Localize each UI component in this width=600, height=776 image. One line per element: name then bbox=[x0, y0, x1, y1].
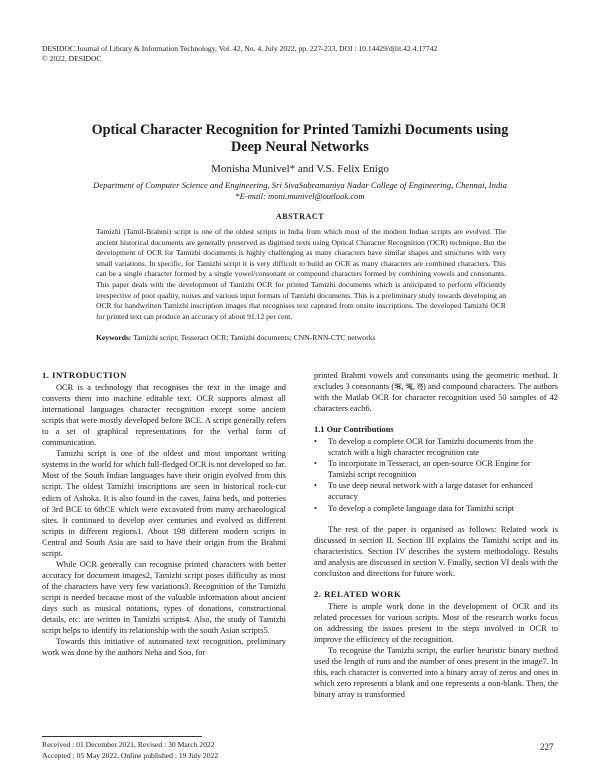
paper-title bbox=[0, 122, 600, 156]
footer-rule bbox=[42, 736, 202, 737]
title-line-1: Optical Character Recognition for Printed Tamizhi Documents using bbox=[91, 122, 509, 138]
list-item-text: To incorporate in Tesseract, an open-source OCR Engine for Tamizhi script recognition bbox=[328, 459, 531, 480]
keywords-label: Keywords: bbox=[96, 333, 132, 342]
paragraph: OCR is a technology that recognises the text in the image and converts them into machine editable text. OCR supports almost all international languages character recognition except some ancient scripts that were mostly developed before BCE. A script generally refers to a set of graphical representations for the verbal form of communication. bbox=[42, 383, 286, 448]
list-item: • To incorporate in Tesseract, an open-source OCR Engine for Tamizhi script recognition bbox=[314, 459, 531, 480]
affiliation: Department of Computer Science and Engineering, Sri SivaSubramaniya Nadar College of Engineering, Chennai, India bbox=[93, 180, 507, 190]
received-line: Received : 01 December 2021, Revised : 30 March 2022 bbox=[42, 740, 215, 749]
list-item: • To develop a complete OCR for Tamizhi documents from the scratch with a high character recognition rate bbox=[314, 437, 534, 458]
section-heading-introduction: 1. INTRODUCTION bbox=[42, 370, 127, 380]
keywords-list: Tamizhi script; Tesseract OCR; Tamizhi documents; CNN-RNN-CTC networks bbox=[133, 333, 376, 342]
journal-header bbox=[42, 44, 437, 64]
accepted-line: Accepted : 05 May 2022, Online published : 19 July 2022 bbox=[42, 750, 219, 760]
list-item: • To use deep neural network with a large dataset for enhanced accuracy bbox=[314, 481, 533, 502]
list-item-text: To use deep neural network with a large dataset for enhanced accuracy bbox=[328, 481, 533, 502]
abstract-heading: ABSTRACT bbox=[275, 212, 325, 221]
received-dates bbox=[42, 740, 218, 761]
title-line-2: Deep Neural Networks bbox=[231, 139, 369, 155]
paragraph: While OCR generally can recognise printed characters with better accuracy for document images2, Tamizhi script poses difficulty as most of the characters have very few variations3. Recognition of the Tamizhi script is needed because most of the valuable information about ancient days such as musical notations, types of donations, constructional details, etc. are written in Tamizhi scripts4. Also, the study of Tamizhi script helps to identify its relationship with the south Asian scripts5. bbox=[42, 559, 286, 636]
paragraph: To recognise the Tamizhi script, the earlier heuristic binary method used the length of runs and the number of ones present in the image7. In this, each character is converted into a binary array of zeros and ones in which zero represents a blank and one represents a non-blank. Then, the binary array is transformed bbox=[314, 646, 558, 700]
left-column bbox=[42, 370, 286, 658]
contributions-list bbox=[314, 436, 558, 513]
journal-citation: DESIDOC Journal of Library & Information Technology, Vol. 42, No. 4, July 2022, pp. 227-233, DOI : 10.14429/djlit.42.4.17742 bbox=[42, 44, 438, 53]
author-email: *E-mail: moni.munivel@outlook.com bbox=[235, 190, 365, 201]
keywords bbox=[96, 333, 506, 343]
paragraph: printed Brahmi vowels and consonants using the geometric method. It excludes 3 consonants (ऋ, ॠ, ऌ) and compound characters. The authors with the Matlab OCR for character recognition used 50 samples of 42 characters each6. bbox=[314, 371, 558, 414]
paragraph: The rest of the paper is organised as follows: Related work is discussed in section II. Section III explains the Tamizhi script and its characteristics. Section IV describes the system methodology. Results and analysis are discussed in section V. Finally, section VI deals with the conclusion and directions for future work. bbox=[314, 524, 558, 578]
right-column bbox=[314, 370, 558, 700]
paragraph: There is ample work done in the development of OCR and its related processes for various scripts. Most of the research works focus on addressing the issues present in the steps involved in OCR to improve the efficiency of the recognition. bbox=[314, 601, 558, 644]
affiliation-block bbox=[0, 180, 600, 201]
subsection-heading-contributions: 1.1 Our Contributions bbox=[314, 425, 394, 435]
list-item-text: To develop a complete language data for Tamizhi script bbox=[328, 503, 515, 513]
copyright-line: © 2022, DESIDOC bbox=[42, 54, 102, 63]
section-heading-related-work: 2. RELATED WORK bbox=[314, 588, 402, 599]
page-number: 227 bbox=[540, 742, 554, 752]
list-item-text: To develop a complete OCR for Tamizhi documents from the scratch with a high character recognition rate bbox=[328, 437, 534, 458]
paragraph: Tamizhi script is one of the oldest and most important writing systems in the world for which full-fledged OCR is not developed so far. Most of the South Indian languages have their origin evolved from this script. The oldest Tamizhi inscriptions are seen in historical rock-cut edicts of Ashoka. It is also found in the caves, Jaina beds, and potteries of 3rd BCE to 6thCE which were excavated from many archaeological sites. It continued to develop over centuries and evolved as different scripts in different regions1. About 198 different modern scripts in Central and South Asia are said to have their origin from the Brahmi script. bbox=[42, 449, 286, 558]
paragraph: Towards this initiative of automated text recognition, preliminary work was done by the authors Neha and Soo, for bbox=[42, 637, 286, 658]
list-item: • To develop a complete language data for Tamizhi script bbox=[314, 503, 515, 513]
abstract-text: Tamizhi (Tamil-Brahmi) script is one of the oldest scripts in India from which most of the modern Indian scripts are evolved. The ancient historical documents are generally preserved as digitised texts using Optical Character Recognition (OCR) technique. But the development of OCR for Tamizhi documents is highly challenging as many characters have similar shapes and structures with very small variations. In specific, for Tamizhi script it is very difficult to build an OCR as many characters are combined characters. This can be a single character formed by a single vowel/consonant or compound characters formed by combining vowels and consonants. This paper deals with the development of Tamizhi OCR for printed Tamizhi documents which is anticipated to perform efficiently irrespective of poor quality, noises and various input formats of Tamizhi documents. This is a preliminary study towards developing an OCR for handwritten Tamizhi inscription images that recognises text captured from onsite inscriptions. The developed Tamizhi OCR for printed text can produce an accuracy of about 91.12 per cent. bbox=[96, 227, 506, 321]
authors: Monisha Munivel* and V.S. Felix Enigo bbox=[211, 163, 389, 175]
